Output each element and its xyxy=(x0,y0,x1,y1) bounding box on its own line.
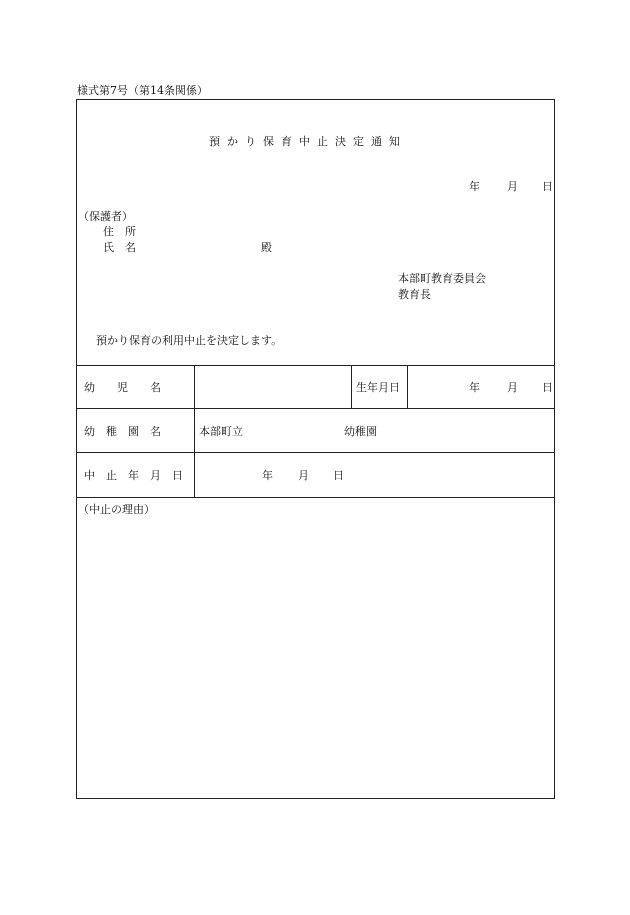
honorific: 殿 xyxy=(261,241,272,254)
row-divider-3 xyxy=(77,497,554,498)
label-column-divider xyxy=(194,365,195,497)
body-text: 預かり保育の利用中止を決定します。 xyxy=(96,334,283,347)
birth-date-label: 生年月日 xyxy=(356,381,400,394)
stop-day-label: 日 xyxy=(333,469,344,482)
notice-frame xyxy=(76,99,555,799)
kindergarten-suffix: 幼稚園 xyxy=(344,425,377,438)
reason-label: （中止の理由） xyxy=(78,503,155,516)
birth-month-label: 月 xyxy=(507,381,518,394)
stop-date-label: 中 止 年 月 日 xyxy=(84,469,183,482)
birth-label-left-divider xyxy=(351,365,352,408)
stop-year-label: 年 xyxy=(262,469,273,482)
address-label: 住 所 xyxy=(103,225,136,238)
issuer-title: 教育長 xyxy=(398,288,431,301)
row-divider-2 xyxy=(77,452,554,453)
document-title: 預かり保育中止決定通知 xyxy=(209,135,407,148)
row-divider-1 xyxy=(77,408,554,409)
form-number: 様式第7号（第14条関係） xyxy=(77,84,208,97)
date-year-label: 年 xyxy=(469,180,480,193)
name-label: 氏 名 xyxy=(103,241,136,254)
table-top-line xyxy=(77,365,554,366)
child-name-label: 幼 児 名 xyxy=(84,381,161,394)
birth-day-label: 日 xyxy=(542,381,553,394)
kindergarten-label: 幼 稚 園 名 xyxy=(84,425,161,438)
kindergarten-prefix: 本部町立 xyxy=(199,425,243,438)
birth-label-right-divider xyxy=(407,365,408,408)
issuer-board: 本部町教育委員会 xyxy=(398,272,486,285)
date-month-label: 月 xyxy=(507,180,518,193)
guardian-heading: （保護者） xyxy=(78,210,133,223)
birth-year-label: 年 xyxy=(469,381,480,394)
stop-month-label: 月 xyxy=(298,469,309,482)
date-day-label: 日 xyxy=(542,180,553,193)
